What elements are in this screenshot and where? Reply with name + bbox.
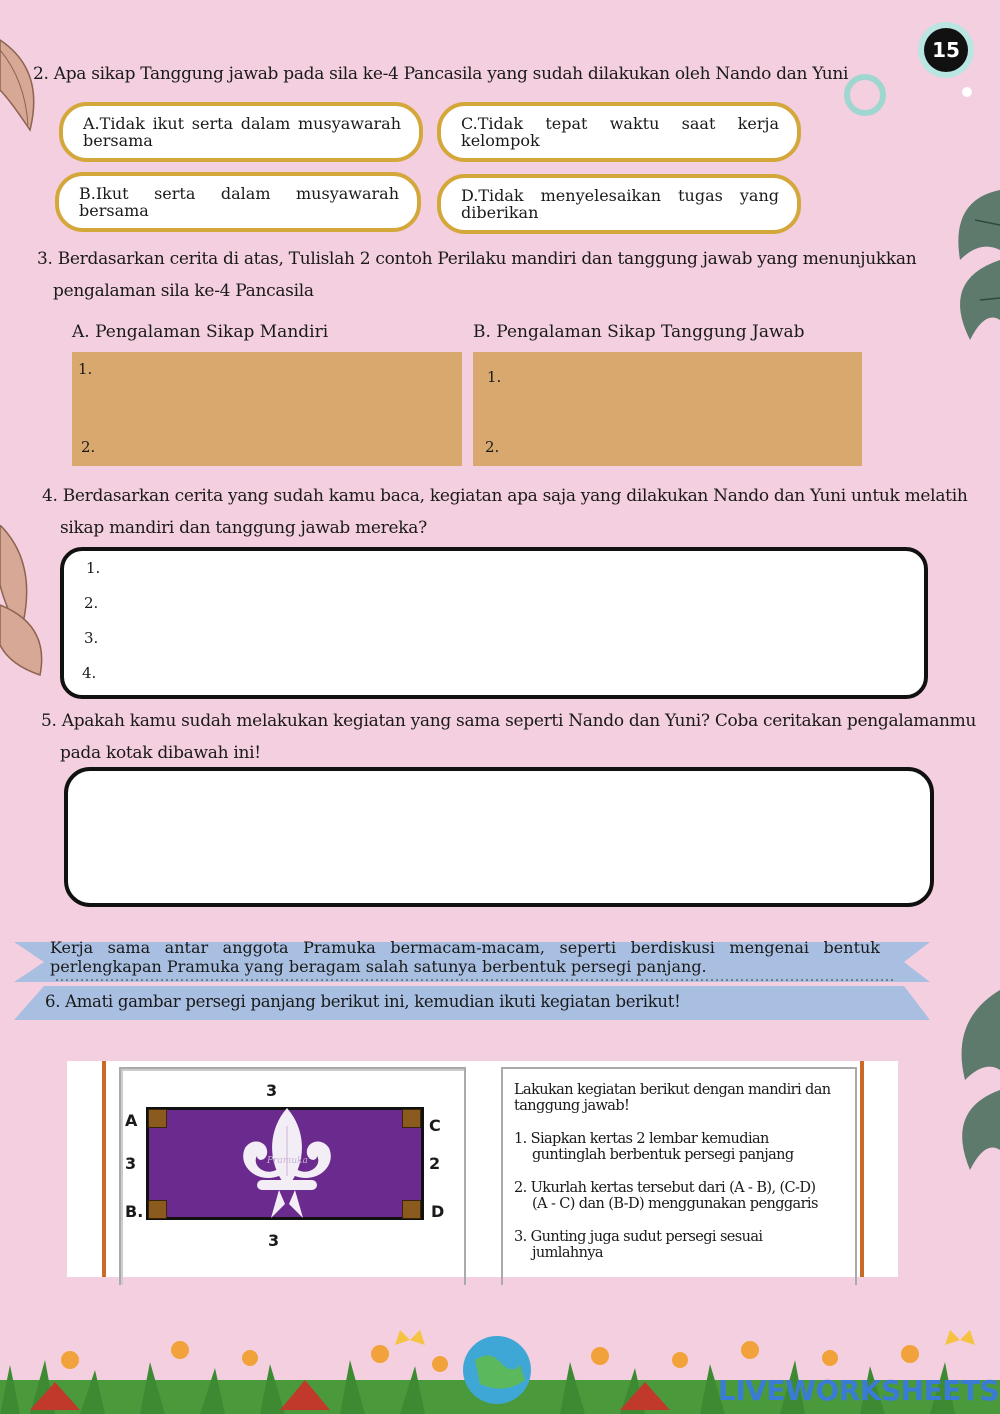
- answer-box-mandiri[interactable]: [72, 352, 462, 466]
- instruction-step-3a: 3. Gunting juga sudut persegi sesuai: [514, 1229, 763, 1245]
- corner-c-label: C: [429, 1116, 441, 1135]
- question-5-line-2: pada kotak dibawah ini!: [60, 743, 261, 763]
- emblem-text: Pramuka: [267, 1156, 308, 1166]
- q4-line-4: 4.: [82, 664, 97, 682]
- corner-marker-b: [148, 1200, 167, 1219]
- instruction-step-2a: 2. Ukurlah kertas tersebut dari (A - B), (C-D): [514, 1180, 816, 1196]
- corner-b-label: B.: [125, 1202, 144, 1221]
- option-b-label: B.Ikut serta dalam musyawarah bersama: [79, 184, 399, 220]
- corner-marker-a: [148, 1109, 167, 1128]
- tanggung-jawab-item-1: 1.: [487, 368, 502, 386]
- corner-d-label: D: [431, 1202, 445, 1221]
- question-5-line-1: 5. Apakah kamu sudah melakukan kegiatan yang sama seperti Nando dan Yuni? Coba ceritakan pengalamanmu: [41, 711, 977, 731]
- side-bottom-label: 3: [268, 1231, 280, 1250]
- question-4-line-1: 4. Berdasarkan cerita yang sudah kamu baca, kegiatan apa saja yang dilakukan Nando dan Yuni untuk melatih: [42, 486, 968, 506]
- page-number: 15: [924, 28, 968, 72]
- question-4-line-2: sikap mandiri dan tanggung jawab mereka?: [60, 518, 427, 538]
- column-b-title: B. Pengalaman Sikap Tanggung Jawab: [473, 322, 805, 342]
- side-left-label: 3: [125, 1154, 137, 1173]
- question-5-answer-box[interactable]: [64, 767, 934, 907]
- option-c[interactable]: [437, 102, 801, 162]
- option-d[interactable]: [437, 174, 801, 234]
- watermark: LIVEWORKSHEETS: [718, 1374, 1000, 1407]
- tanggung-jawab-item-2: 2.: [485, 438, 500, 456]
- instruction-step-2b: (A - C) dan (B-D) menggunakan penggaris: [532, 1196, 818, 1212]
- option-c-label: C.Tidak tepat waktu saat kerja kelompok: [461, 114, 779, 150]
- question-2-text: 2. Apa sikap Tanggung jawab pada sila ke-4 Pancasila yang sudah dilakukan oleh Nando dan Yuni: [33, 64, 849, 84]
- column-a-title: A. Pengalaman Sikap Mandiri: [72, 322, 329, 342]
- side-top-label: 3: [266, 1081, 278, 1100]
- option-a[interactable]: [59, 102, 423, 162]
- question-6-text: 6. Amati gambar persegi panjang berikut ini, kemudian ikuti kegiatan berikut!: [45, 992, 681, 1011]
- option-d-label: D.Tidak menyelesaikan tugas yang diberikan: [461, 186, 779, 222]
- instruction-step-1b: guntinglah berbentuk persegi panjang: [532, 1147, 794, 1163]
- question-3-line-2: pengalaman sila ke-4 Pancasila: [53, 281, 314, 301]
- instruction-step-3b: jumlahnya: [532, 1245, 603, 1261]
- instruction-title: Lakukan kegiatan berikut dengan mandiri dan tanggung jawab!: [514, 1082, 831, 1114]
- option-a-label: A.Tidak ikut serta dalam musyawarah bersama: [83, 114, 401, 150]
- corner-marker-d: [402, 1200, 421, 1219]
- dot-decoration: [960, 85, 974, 99]
- instruction-step-1a: 1. Siapkan kertas 2 lembar kemudian: [514, 1131, 769, 1147]
- q4-line-1: 1.: [86, 559, 101, 577]
- panel-border-right: [860, 1061, 864, 1277]
- q4-line-3: 3.: [84, 629, 99, 647]
- purple-rectangle: [146, 1107, 424, 1220]
- activity-panel: [67, 1061, 898, 1277]
- panel-border-left: [102, 1061, 106, 1277]
- mandiri-item-1: 1.: [78, 360, 93, 378]
- ribbon-intro-line-2: perlengkapan Pramuka yang beragam salah satunya berbentuk persegi panjang.: [50, 957, 707, 976]
- leaf-decoration-right-bottom: [935, 990, 1000, 1180]
- side-right-label: 2: [429, 1154, 441, 1173]
- mandiri-item-2: 2.: [81, 438, 96, 456]
- option-b[interactable]: [55, 172, 421, 232]
- corner-marker-c: [402, 1109, 421, 1128]
- q4-line-2: 2.: [84, 594, 99, 612]
- corner-a-label: A: [125, 1111, 138, 1130]
- question-3-line-1: 3. Berdasarkan cerita di atas, Tulislah 2 contoh Perilaku mandiri dan tanggung jawab yang menunjukkan: [37, 249, 917, 269]
- page-number-badge: [918, 22, 974, 78]
- question-4-answer-box[interactable]: [60, 547, 928, 699]
- ribbon-intro-line-1: Kerja sama antar anggota Pramuka bermacam-macam, seperti berdiskusi mengenai bentuk: [50, 938, 880, 957]
- answer-box-tanggung-jawab[interactable]: [473, 352, 862, 466]
- leaf-decoration-left-mid: [0, 525, 55, 685]
